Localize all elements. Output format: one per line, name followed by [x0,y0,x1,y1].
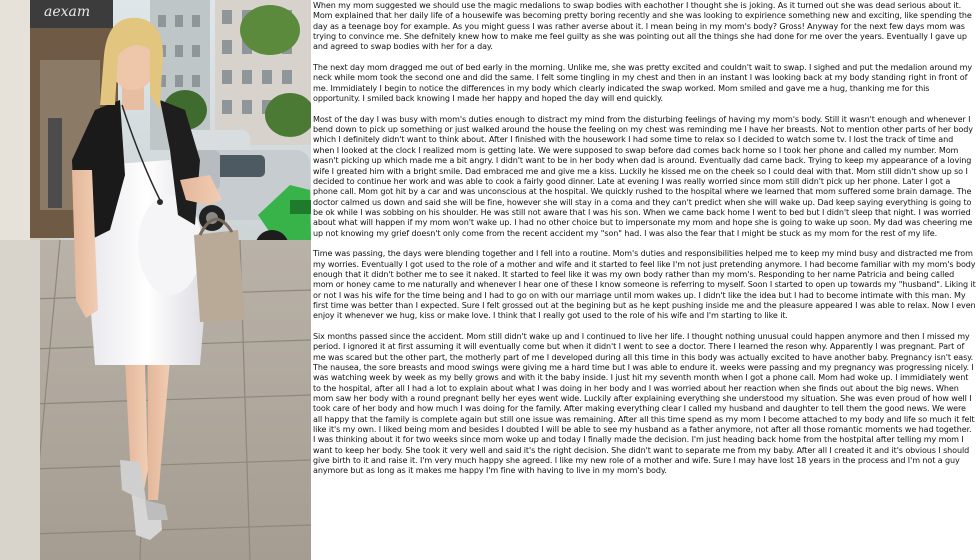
story-paragraph-2: The next day mom dragged me out of bed early in the morning. Unlike me, she was pretty excited and couldn't wait to swap. I sighed and put the medalion around my neck while mom took the second one and did the same. I felt some tingling in my chest and then in an instant I was looking back at my body standing right in front of me. Immidiately I begin to notice the differences in my body which clearly indicated the swap worked. Mom smiled and gave me a hug, thanking me for this opportunity. I smiled back knowing I made her happy and hoped the day will end quickly. [313,63,973,104]
story-text [313,1,976,557]
street-photo [0,0,311,560]
story-paragraph-1: When my mom suggested we should use the magic medalions to swap bodies with eachother I thought she is joking. As it turned out she was dead serious about it. Mom explained that her daily life of a housewife was becoming pretty boring recently and she was looking to expirience something new and exciting, like spending the day as a teenage boy for example. As you might guess I was rather averse about it. I mean being in my mom's body? Gross! Anyway for the next few days mom was trying to convince me. She defnitely knew how to make me feel guilty as she was pointing out all the things she had done for me over the years. Eventually I gave up and agreed to swap bodies with her for a day. [313,1,972,52]
story-paragraph-5: Six months passed since the accident. Mom still didn't wake up and I continued to live her life. I thought nothing unusual could happen anymore and then I missed my period. I ignored it at first assuming it will eventually come but when it didn't I went to see a doctor. There I learned the reson why. Apparently I was pregnant. Part of me was scared but the other part, the motherly part of me I developed during all this time in this body was actually excited to have another baby. Pregnancy isn't easy. The nausea, the sore breasts and mood swings were giving me a hard time but I was able to endure it. weeks were passing and my pregnancy was progressing nicely. I was watching week by week as my belly grows and with it the baby inside. I just hit my seventh month when I got a phone call. Mom had woke up. I immidiately went to the hospital, after all I had a lot to explain about what I was doing in her body and I was worried about her reaction when she finds out about the big news. When mom saw her body with a round pregnant belly her eyes went wide. Luckily after explaining everything she understood my situation. She was even proud of how well I took care of her body and how much I was doing for the family. After making everything clear I called my husband and daughter to tell them the good news. We were all happy that the family is complete again but still one issue was remaining. After all this time spend as my mom I become attached to my body and life so much it felt like it's my own. I liked being mom and besides I doubted I will be able to see my husband as a father anymore, not after all those romantic moments we had together. I was thinking about it for two weeks since mom woke up and today I finally made the decision. I'm just heading back home from the hostpital after telling my mom I want to keep her body. She took it very well and said it's the right decision. She didn't want to separate me from my baby. After all I created it and it's obvious I should give birth to it and raise it. I'm very much happy she agreed. I like my new role of a mother and wife. Sure I may have lost 18 years in the process and I'm not a guy anymore but as long as it makes me happy I'm fine with having to live in my mom's body. [313,332,975,476]
shop-sign-text: aexam [44,4,91,20]
story-paragraph-3: Most of the day I was busy with mom's duties enough to distract my mind from the disturbing feelings of having my mom's body. Still it wasn't enough and whenever I bend down to pick up something or just walked around the house the feeling on my chest was reminding me I have her breasts. Not to mention other parts of her body which I definitely didn't want to think about. After I finished with the housework I had some time to relax so I decided to watch some tv. I lost the track of time and when I looked at the clock I realized mom is getting late. We were supposed to swap before dad comes back home so I took her phone and called my number. Mom wasn't picking up which made me a bit angry. I didn't want to be in her body when dad is around. Eventually dad came back. Trying to keep my appearance of a loving wife I greated him with a bright smile. Dad embraced me and give me a kiss. Luckily he kissed me on the cheek so I could deal with that. Mom still didn't show up so I decided to continue her work and was able to cook a fairly good dinner. Late at evening I was really worried since mom still didn't pick up her phone. Later I got a phone call. Mom got hit by a car and was unconscious at the hospital. We quickly rushed to the hospital where we learned that mom suffered some brain damage. The doctor calmed us down and said she will be fine, however she will stay in a coma and they can't predict when she will wake up. Dad keep saying everything is going to be ok while I was sobbing on his shoulder. He was still not aware that I was his son. When we came back home I went to bed but I didn't sleep that night. I was worried about what will happen if my mom won't wake up. I had no other choice but to impersonate my mom and hope she is going to wake up soon. My dad was cheering me up not knowing my grief doesn't only come from the recent accident my "son" had. I was also the fear that I might be stuck as my mom for the rest of my life. [313,114,973,238]
story-paragraph-4: Time was passing, the days were blending together and I fell into a routine. Mom's duties and responsibilities helped me to keep my mind busy and distracted me from my worries. Eventually I got used to the role of a mother and wife and it started to feel like I'm not just pretending anymore. I had become familiar with my mom's body enough that it didn't bother me to see it naked. It started to feel like it was my own body rather than my mom's. Responding to her name Patricia and being called mom or honey came to me naturally and whenever I hear one of these I know someone is referring to myself. Soon I started to open up towards my "husband". Liking it or not I was his wife for the time being and I had to go on with our marriage until mom wakes up. I didn't like the idea but I had to become intimate with this man. My first time was better than I expected. Sure I felt grossed out at the begining but as he kept pushing inside me and the pleasure appeared I was able to relax. Now I even enjoy it whenever we hug, kiss or make love. I think that I really got used to the role of his wife and I'm starting to like it. [313,249,976,321]
